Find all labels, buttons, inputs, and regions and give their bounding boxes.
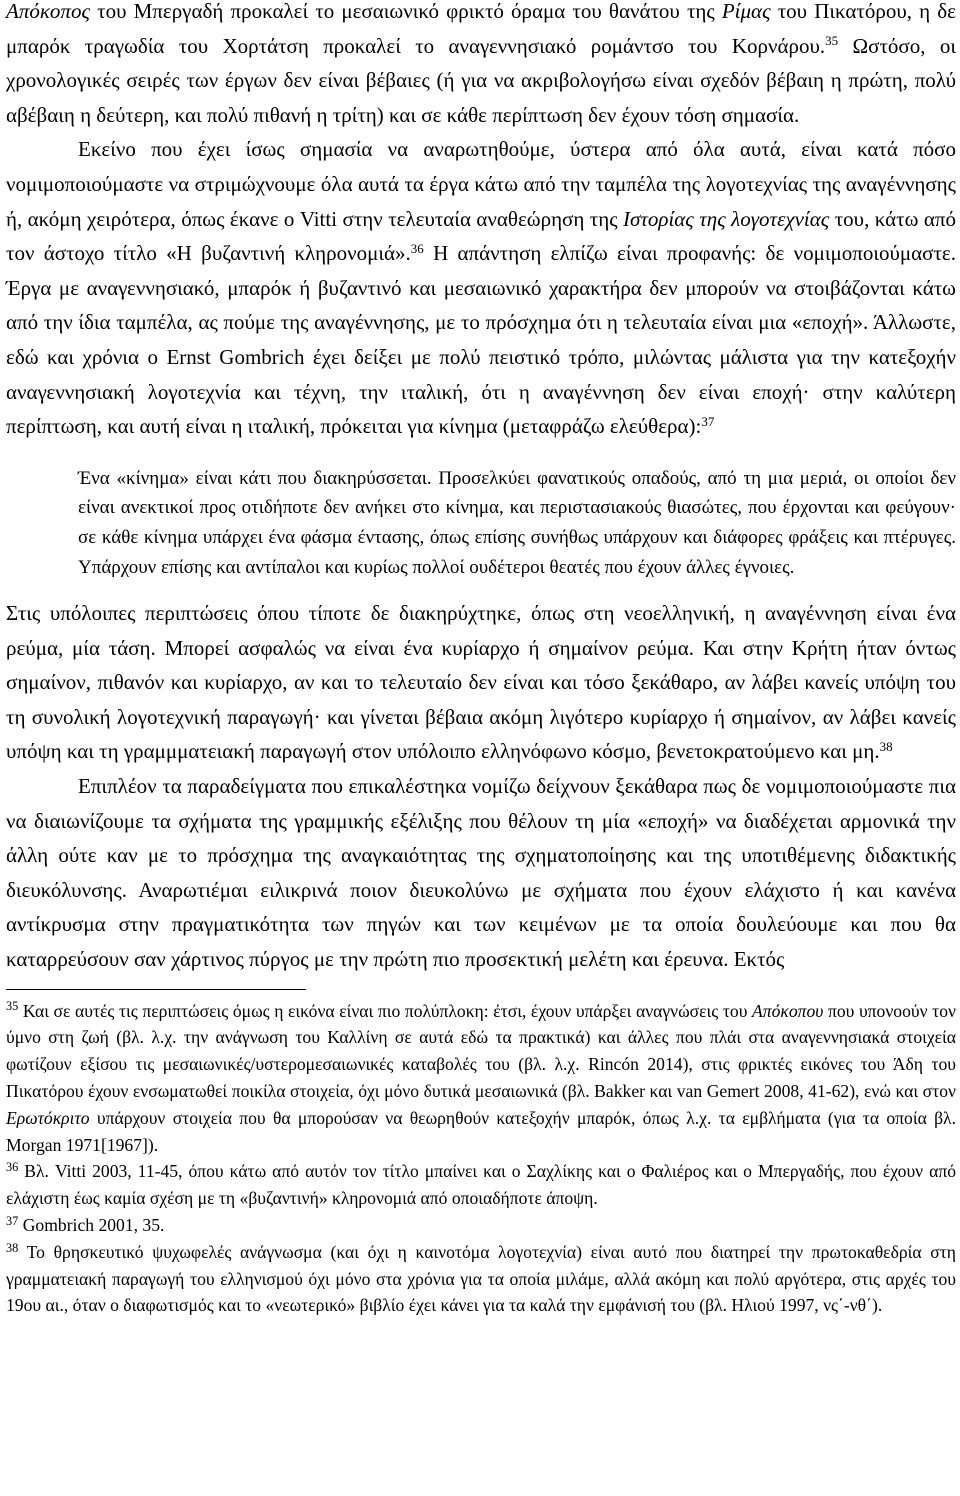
block-quote: Ένα «κίνημα» είναι κάτι που διακηρύσσεται. Προσελκύει φανατικούς οπαδούς, από τη μια μεριά, οι οποίοι δεν είναι ανεκτικοί προς οτιδήποτε δεν ανήκει στο κίνημα, και περιστασιακούς θιασώτες, που έρχονται και φεύγουν· σε κάθε κίνημα υπάρχει ένα φάσμα έντασης, όπως επίσης συνήθως υπάρχουν και διάφορες φράξεις και πτέρυγες. Υπάρχουν επίσης και αντίπαλοι και κυρίως πολλοί ουδέτεροι θεατές που έχουν άλλες έγνοιες. <box>78 467 956 578</box>
footnote-number: 35 <box>6 999 19 1014</box>
work-title-istoria: Ιστορίας της λογοτεχνίας <box>623 206 830 231</box>
footnote-37-text: Gombrich 2001, 35. <box>18 1215 165 1235</box>
footnote-ref-36[interactable]: 36 <box>410 241 424 256</box>
paragraph-4-text: Επιπλέον τα παραδείγματα που επικαλέστηκα νομίζω δείχνουν ξεκάθαρα πως δε νομιμοποιούμαστε πια να διαιωνίζουμε τα σχήματα της γραμμικής εξέλιξης που θέλουν τη μία «εποχή» να διαδέχεται αρμονικά την άλλη ούτε καν με το πρόσχημα της αναγκαιότητας της σχηματοποίησης και της υποτιθέμενης διδακτικής διευκόλυνσης. Αναρωτιέμαι ειλικρινά ποιον διευκολύνω με σχήματα που έχουν ελάχιστο ή και κανένα αντίκρυσμα στην πραγματικότητα των πηγών και των κειμένων με τα οποία δουλεύουμε και που θα καταρρεύσουν σαν χάρτινος πύργος με την πρώτη πιο προσεκτική μελέτη και έρευνα. Εκτός <box>6 774 956 972</box>
footnote-number: 36 <box>6 1160 19 1175</box>
footnote-ref-38[interactable]: 38 <box>879 739 893 755</box>
footnote-38-text: Το θρησκευτικό ψυχωφελές ανάγνωσμα (και όχι η καινοτόμα λογοτεχνία) είναι αυτό που διατηρεί την πρωτοκαθεδρία στη γραμματειακή παραγωγή του ελληνισμού όχι μόνο στα χρόνια για τα οποία μιλάμε, αλλά ακόμη και πολύ αργότερα, στις αρχές του 19ου αι., όταν ο διαφωτισμός και το «νεωτερικό» βιβλίο έχει κάνει για τα καλά την εμφάνισή του (βλ. Ηλιού 1997, νς΄-νθ΄). <box>6 1241 956 1316</box>
footnote-36-text: Βλ. Vitti 2003, 11-45, όπου κάτω από αυτόν τον τίτλο μπαίνει και ο Σαχλίκης και ο Φαλιέρος και ο Μπεργαδής, που έχουν από ελάχιστη έως καμία σχέση με τη «βυζαντινή» κληρονομιά από οποιαδήποτε άποψη. <box>6 1161 956 1209</box>
footnote-number: 38 <box>6 1240 19 1255</box>
work-title-erotokritos: Ερωτόκριτο <box>6 1107 90 1128</box>
paragraph-1-text-c: Ωστόσο, οι χρονολογικές σειρές των έργων δεν είναι βέβαιες (ή για να ακριβολογήσω είναι σχεδόν βέβαιη η πρώτη, πολύ αβέβαιη η δεύτερη, και πολύ πιθανή η τρίτη) και σε κάθε περίπτωση δεν έχουν τόση σημασία. <box>6 33 956 127</box>
paragraph-2 <box>6 132 956 443</box>
footnote-36 <box>6 1158 956 1212</box>
work-title-apokopou: Απόκοπου <box>752 1000 824 1021</box>
paragraph-3-text: Στις υπόλοιπες περιπτώσεις όπου τίποτε δε διακηρύχτηκε, όπως στη νεοελληνική, η αναγέννηση είναι ένα ρεύμα, μία τάση. Μπορεί ασφαλώς να είναι ένα κυρίαρχο ή σημαίνον ρεύμα. Και στην Κρήτη ήταν όντως σημαίνον, πιθανόν και κυρίαρχο, αν και το τελευταίο δεν είναι και τόσο ξεκάθαρο, αν λάβει κανείς υπόψη του τη συνολική λογοτεχνική παραγωγή· και γίνεται βέβαια ακόμη λιγότερο κυρίαρχο ή σημαίνον, αν λάβει κανείς υπόψη και τη γραμμματειακή παραγωγή στον υπόλοιπο ελληνόφωνο κόσμο, βενετοκρατούμενο και μη. <box>6 601 956 764</box>
footnotes <box>6 998 956 1320</box>
paragraph-3 <box>6 596 956 769</box>
footnote-ref-37[interactable]: 37 <box>701 413 715 429</box>
footnote-35-text-b: που υπονοούν τον ύμνο στη ζωή (βλ. λ.χ. την ανάγνωση του Καλλίνη σε αυτά εδώ τα πρακτικά) και άλλες που πλάι στα αναγεννησιακά στοιχεία φωτίζουν εξίσου τις μεσαιωνικές/υστερομεσαιωνικές καταβολές του (βλ. λ.χ. Rincón 2014), στις φρικτές εικόνες του Άδη του Πικατόρου έχουν ενσωματωθεί ποικίλα στοιχεία, όχι μόνο δυτικά μεσαιωνικά (βλ. Bakker και van Gemert 2008, 41-62), ενώ και στον <box>6 1000 956 1102</box>
footnote-37 <box>6 1212 956 1239</box>
footnote-ref-35[interactable]: 35 <box>825 33 839 49</box>
paragraph-2-text-c: Η απάντηση ελπίζω είναι προφανής: δε νομιμοποιούμαστε. Έργα με αναγεννησιακό, μπαρόκ ή βυζαντινό και μεσαιωνικό χαρακτήρα δεν μπορούν να στοιβάζονται κάτω από την ίδια ταμπέλα, ας πούμε της αναγέννησης, με το πρόσχημα ότι η τελευταία είναι μια «εποχή». Άλλωστε, εδώ και χρόνια ο Ernst Gombrich έχει δείξει με πολύ πειστικό τρόπο, μιλώντας μάλιστα για την κατεξοχήν αναγεννησιακή λογοτεχνία και τέχνη, την ιταλική, ότι η αναγέννηση δεν είναι εποχή· στην καλύτερη περίπτωση, και αυτή είναι η ιταλική, πρόκειται για κίνημα (μεταφράζω ελεύθερα): <box>6 241 956 439</box>
document-page <box>6 0 956 1319</box>
footnote-number: 37 <box>6 1213 19 1228</box>
paragraph-2-text-b: του, κάτω από τον άστοχο τίτλο «Η βυζαντινή κληρονομιά». <box>6 206 956 266</box>
footnote-38 <box>6 1239 956 1319</box>
paragraph-2-text-a: Εκείνο που έχει ίσως σημασία να αναρωτηθούμε, ύστερα από όλα αυτά, είναι κατά πόσο νομιμοποιούμαστε να στριμώχνουμε όλα αυτά τα έργα κάτω από την ταμπέλα της λογοτεχνίας της αναγέννησης ή, ακόμη χειρότερα, όπως έκανε ο Vitti στην τελευταία αναθεώρηση της <box>6 137 956 231</box>
paragraph-1-text-b: του Πικατόρου, η δε μπαρόκ τραγωδία του Χορτάτση προκαλεί το αναγεννησιακό ρομάντσο του Κορνάρου. <box>6 0 956 58</box>
paragraph-1-text-a: του Μπεργαδή προκαλεί το μεσαιωνικό φρικτό όραμα του θανάτου της <box>89 0 722 23</box>
footnote-separator <box>6 989 306 990</box>
footnote-35-text-c: υπάρχουν στοιχεία που θα μπορούσαν να θεωρηθούν κατεξοχήν μπαρόκ, όπως λ.χ. τα εμβλήματα (για τα οποία βλ. Morgan 1971[1967]). <box>6 1107 956 1155</box>
footnote-35 <box>6 998 956 1159</box>
work-title-apokopos: Απόκοπος <box>6 0 90 23</box>
paragraph-1 <box>6 0 956 132</box>
work-title-rimas: Ρίμας <box>721 0 771 23</box>
footnote-35-text-a: Και σε αυτές τις περιπτώσεις όμως η εικόνα είναι πιο πολύπλοκη: έτσι, έχουν υπάρξει αναγνώσεις του <box>18 1000 753 1021</box>
paragraph-4 <box>6 769 956 977</box>
